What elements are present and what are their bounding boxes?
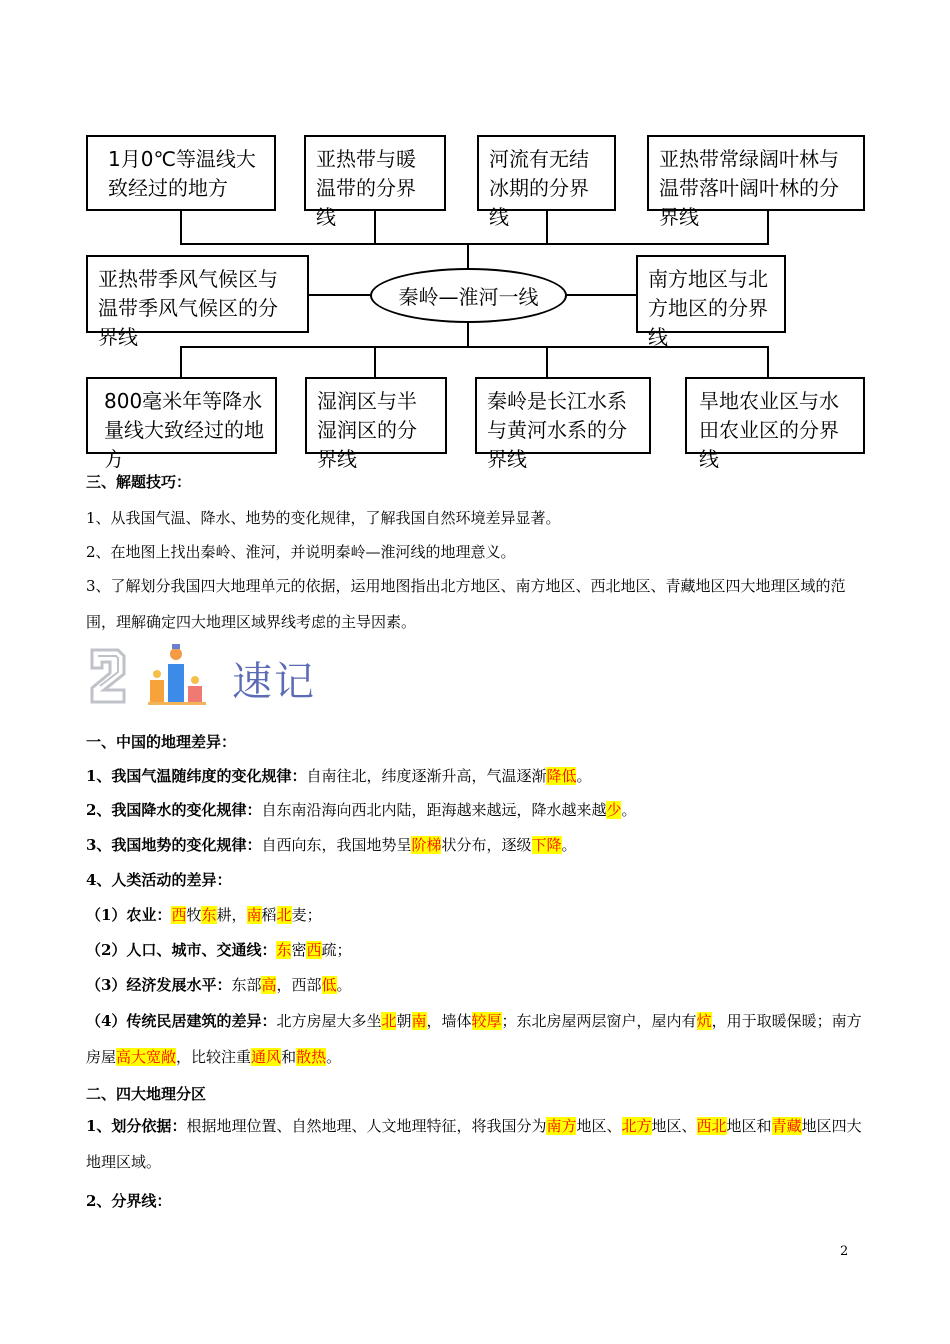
note-highlight: 南方 bbox=[546, 1117, 577, 1135]
diagram-box-bottom-4: 旱地农业区与水田农业区的分界线 bbox=[685, 377, 865, 454]
note-text: 。 bbox=[576, 767, 592, 785]
note-highlight: 较厚 bbox=[471, 1012, 502, 1030]
note-highlight: 散热 bbox=[296, 1048, 327, 1066]
note-highlight: 通风 bbox=[251, 1048, 282, 1066]
note-text: 状分布，逐级 bbox=[441, 836, 532, 854]
tips-item-3: 3、了解划分我国四大地理单元的依据，运用地图指出北方地区、南方地区、西北地区、青藏地区四大地理区域的范围，理解确定四大地理区域界线考虑的主导因素。 bbox=[86, 577, 846, 631]
connector bbox=[180, 209, 182, 244]
note-highlight: 高 bbox=[261, 976, 277, 994]
note-highlight: 北 bbox=[381, 1012, 397, 1030]
note-highlight: 炕 bbox=[696, 1012, 712, 1030]
diagram-box-bottom-2: 湿润区与半湿润区的分界线 bbox=[305, 377, 447, 454]
connector bbox=[566, 294, 637, 296]
note-text: ，用于取暖保暖；南方房屋 bbox=[86, 1012, 862, 1066]
note-label: （4）传统民居建筑的差异： bbox=[86, 1012, 277, 1030]
note-label: （1）农业： bbox=[86, 906, 172, 924]
note-housing bbox=[86, 1003, 866, 1075]
note-highlight: 西 bbox=[171, 906, 187, 924]
note-text: 。 bbox=[326, 1048, 342, 1066]
note-text: 密 bbox=[291, 941, 307, 959]
diagram-box-top-3: 河流有无结冰期的分界线 bbox=[477, 135, 616, 211]
tips-heading: 三、解题技巧： bbox=[86, 473, 192, 491]
note-economy bbox=[86, 967, 866, 1003]
note-text: 和 bbox=[281, 1048, 297, 1066]
note-highlight: 南 bbox=[411, 1012, 427, 1030]
note-human-activity-heading: 4、人类活动的差异： bbox=[86, 871, 232, 889]
diagram-box-top-1: 1月0℃等温线大致经过的地方 bbox=[86, 135, 276, 211]
section-logo bbox=[88, 640, 328, 710]
note-highlight: 东 bbox=[276, 941, 292, 959]
note-text: ；东北房屋两层窗户，屋内有 bbox=[501, 1012, 697, 1030]
note-highlight: 西北 bbox=[696, 1117, 727, 1135]
note-label: 1、我国气温随纬度的变化规律： bbox=[86, 767, 307, 785]
note-highlight: 降低 bbox=[546, 767, 577, 785]
note-text: 根据地理位置、自然地理、人文地理特征，将我国分为 bbox=[186, 1117, 547, 1135]
note-text: 疏； bbox=[321, 941, 352, 959]
connector bbox=[467, 321, 469, 347]
diagram-box-top-4: 亚热带常绿阔叶林与温带落叶阔叶林的分界线 bbox=[647, 135, 865, 211]
note-division-basis bbox=[86, 1108, 866, 1180]
logo-title: 速记 bbox=[232, 659, 316, 705]
diagram-center-ellipse bbox=[370, 268, 567, 323]
note-text: ，墙体 bbox=[426, 1012, 472, 1030]
note-text: 朝 bbox=[396, 1012, 412, 1030]
connector bbox=[767, 346, 769, 378]
note-text: 地区四大地理区域。 bbox=[86, 1117, 862, 1171]
connector bbox=[180, 346, 769, 348]
diagram-center-label: 秦岭—淮河一线 bbox=[398, 285, 539, 309]
note-label: （3）经济发展水平： bbox=[86, 976, 232, 994]
note-text: 北方房屋大多坐 bbox=[276, 1012, 382, 1030]
note-boundary-heading: 2、分界线： bbox=[86, 1192, 172, 1210]
note-label: 2、我国降水的变化规律： bbox=[86, 801, 262, 819]
note-agriculture bbox=[86, 897, 866, 933]
connector bbox=[374, 346, 376, 378]
note-highlight: 青藏 bbox=[771, 1117, 802, 1135]
note-text: 东部 bbox=[231, 976, 262, 994]
note-label: （2）人口、城市、交通线： bbox=[86, 941, 277, 959]
note-precipitation bbox=[86, 792, 866, 828]
diagram-box-top-2: 亚热带与暖温带的分界线 bbox=[304, 135, 446, 211]
note-text: ，比较注重 bbox=[176, 1048, 252, 1066]
note-highlight: 下降 bbox=[531, 836, 562, 854]
note-text: 麦； bbox=[291, 906, 322, 924]
page-number: 2 bbox=[840, 1244, 849, 1259]
note-label: 1、划分依据： bbox=[86, 1117, 187, 1135]
note-text: 自东南沿海向西北内陆，距海越来越远，降水越来越 bbox=[261, 801, 607, 819]
connector bbox=[374, 209, 376, 244]
diagram-box-right: 南方地区与北方地区的分界线 bbox=[636, 255, 786, 333]
diagram-box-bottom-3: 秦岭是长江水系与黄河水系的分界线 bbox=[475, 377, 651, 454]
diagram-box-bottom-1: 800毫米年等降水量线大致经过的地方 bbox=[86, 377, 277, 454]
connector bbox=[546, 346, 548, 378]
note-population bbox=[86, 932, 866, 968]
note-highlight: 高大宽敞 bbox=[116, 1048, 177, 1066]
note-text: 自西向东，我国地势呈 bbox=[261, 836, 412, 854]
note-highlight: 西 bbox=[306, 941, 322, 959]
note-highlight: 少 bbox=[606, 801, 622, 819]
note-label: 3、我国地势的变化规律： bbox=[86, 836, 262, 854]
connector bbox=[180, 346, 182, 378]
note-text: 稻 bbox=[261, 906, 277, 924]
note-text: 地区和 bbox=[726, 1117, 772, 1135]
note-terrain bbox=[86, 827, 866, 863]
notes-heading-1: 一、中国的地理差异： bbox=[86, 733, 237, 751]
note-temperature bbox=[86, 758, 866, 794]
tips-item-1: 1、从我国气温、降水、地势的变化规律，了解我国自然环境差异显著。 bbox=[86, 509, 561, 527]
note-text: 。 bbox=[621, 801, 637, 819]
note-text: 地区、 bbox=[576, 1117, 622, 1135]
connector bbox=[308, 294, 371, 296]
note-highlight: 阶梯 bbox=[411, 836, 442, 854]
note-text: ，西部 bbox=[276, 976, 322, 994]
connector bbox=[467, 243, 469, 269]
note-highlight: 南 bbox=[246, 906, 262, 924]
note-highlight: 低 bbox=[321, 976, 337, 994]
tips-item-2: 2、在地图上找出秦岭、淮河，并说明秦岭—淮河线的地理意义。 bbox=[86, 543, 516, 561]
connector bbox=[546, 209, 548, 244]
note-text: 地区、 bbox=[651, 1117, 697, 1135]
note-text: 耕， bbox=[216, 906, 247, 924]
diagram-box-left: 亚热带季风气候区与温带季风气候区的分界线 bbox=[86, 255, 309, 333]
note-text: 。 bbox=[336, 976, 352, 994]
note-highlight: 北方 bbox=[621, 1117, 652, 1135]
notes-heading-2: 二、四大地理分区 bbox=[86, 1085, 207, 1103]
connector bbox=[180, 243, 769, 245]
note-text: 自南往北，纬度逐渐升高，气温逐渐 bbox=[306, 767, 547, 785]
connector bbox=[767, 209, 769, 244]
note-text: 牧 bbox=[186, 906, 202, 924]
note-highlight: 东 bbox=[201, 906, 217, 924]
note-text: 。 bbox=[561, 836, 577, 854]
note-highlight: 北 bbox=[276, 906, 292, 924]
